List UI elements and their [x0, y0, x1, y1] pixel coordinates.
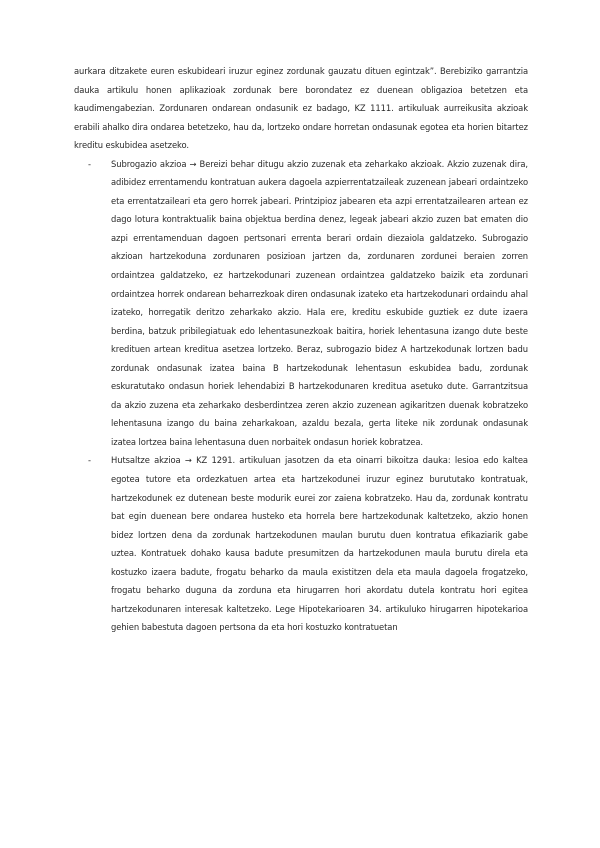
- intro-paragraph: aurkara ditzakete euren eskubideari iruzur eginez zordunak gauzatu dituen egintzak”. Berebiziko garrantzia dauka artikulu honen aplikazioak zordunak bere borondatez ez duenean obligazioa betetzen eta kaudimengabezian. Zordunaren ondarean ondasunik ez badago, KZ 1111. artikuluak aurreikusita akzioak erabili ahalko dira ondarea betetzeko, hau da, lortzeko ondare horretan ondasunak egotea eta horien bitartez kreditu eskubidea asetzeko.: [74, 66, 528, 151]
- list-item-text: Hutsaltze akzioa → KZ 1291. artikuluan jasotzen da eta oinarri bikoitza dauka: lesioa edo kaltea egotea tutore eta ordezkatuen artea eta hartzekodunei iruzur eginez burututako kontratuak, hartzekodunek ez dutenean beste modurik eurei zor zaiena kobratzeko. Hau da, zordunak kontratu bat egin duenean bere ondarea husteko eta horrela bere hartzekodunak kaltetzeko, akzio honen bidez lortzen dena da zordunak hartzekodunen maulan burutu duen kontratua efikaziarik gabe uztea. Kontratuek dohako kausa badute presumitzen da hartzekodunen maula burutu direla eta kostuzko izaera badute, frogatu beharko da maula existitzen dela eta maula dagoela frogatzeko, frogatu beharko duguna da zorduna eta hirugarren hori akordatu dutela kontratu hori egitea hartzekodunaren interesak kaltetzeko. Lege Hipotekarioaren 34. artikuluko hirugarren hipotekarioa gehien babestuta dagoen pertsona da eta hori kostuzko kontratuetan: [111, 455, 528, 633]
- list-item-text: Subrogazio akzioa → Bereizi behar ditugu akzio zuzenak eta zeharkako akzioak. Akzio zuzenak dira, adibidez errentamendu kontratuan aukera dagoela azpierrentatzaileak zuzenean jabeari ordaintzeko eta errentatzaileari eta gero horrek jabeari. Printzipioz jabearen eta azpi errentatzailearen artean ez dago lotura kontraktualik baina objektua berdina denez, legeak jabeari akzio zuzen bat ematen dio azpi errentamenduan dagoen pertsonari errenta berari ordain diezaiola galdatzeko. Subrogazio akzioan hartzekoduna zordunaren posizioan jartzen da, zordunaren zordunei beraien zorren ordaintzea galdatzeko, ez hartzekodunari zuzenean ordaintzea galdatzeko baizik eta zordunari ordaintzea horrek ondarean beharrezkoak diren ondasunak izateko eta hartzekodunari ordaindu ahal izateko, horregatik deritzo zeharkako akzio. Hala ere, kreditu eskubide guztiek ez dute izaera berdina, batzuk pribilegiatuak edo lehentasunezkoak baitira, horiek lehentasuna izango dute beste kredituen artean kreditua asetzea lortzeko. Beraz, subrogazio bidez A hartzekodunak lortzen badu zordunak ondasunak izatea baina B hartzekodunak lehentasun eskubidea badu, zordunak eskuratutako ondasun horiek lehendabizi B hartzekodunaren kreditua asetuko dute. Garrantzitsua da akzio zuzena eta zeharkako desberdintzea zeren akzio zuzenean agikaritzen duenak kobratzeko lehentasuna izango du baina zeharkakoan, azaldu bezala, gerta liteke nik zordunak ondasunak izatea lortzea baina lehentasuna duen norbaitek ondasun horiek kobratzea.: [111, 158, 528, 447]
- list-item-annulment: [74, 451, 528, 636]
- page-body: [74, 62, 528, 637]
- list-bullet: -: [88, 158, 91, 169]
- list-item-subrogation: [74, 155, 528, 452]
- list-bullet: -: [88, 455, 91, 466]
